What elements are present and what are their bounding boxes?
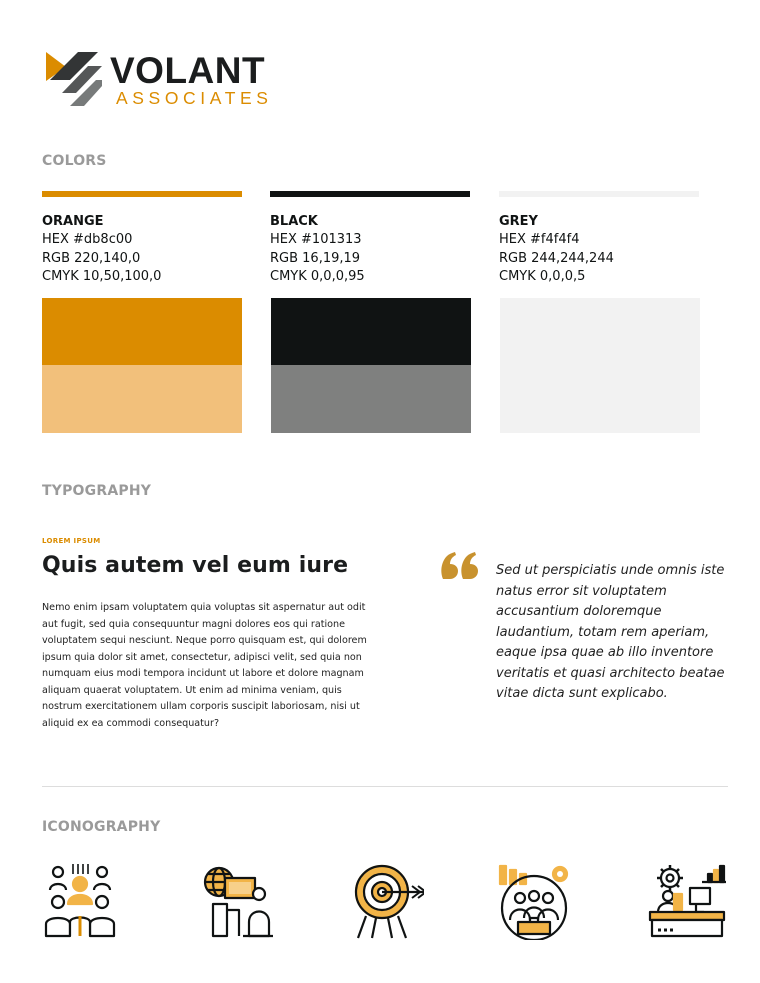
color-cmyk: CMYK 0,0,0,5 [499,269,586,284]
swatch-black-tint [271,365,471,433]
color-cmyk: CMYK 0,0,0,95 [270,269,365,284]
color-card-black [270,191,470,287]
brand-subtitle: ASSOCIATES [116,88,273,108]
color-cmyk: CMYK 10,50,100,0 [42,269,162,284]
typography-quote: Sed ut perspiciatis unde omnis iste natus error sit voluptatem accusantium doloremque laudantium, totam rem aperiam, eaque ipsa quae ab illo inventore veritatis et quasi architecto beatae vitae dicta sunt explicabo. [496,563,725,701]
color-hex: HEX #f4f4f4 [499,232,580,247]
colors-section-title: COLORS [42,153,107,169]
color-name: GREY [499,214,538,229]
swatch-black-primary [271,298,471,365]
color-bar [270,191,470,197]
typography-headline: Quis autem vel eum iure [42,553,349,578]
logo-mark-icon [44,50,102,110]
team-meeting-icon [40,860,120,940]
team-growth-icon [494,860,574,940]
global-presenter-icon [197,860,277,940]
color-rgb: RGB 220,140,0 [42,250,141,266]
color-bar [42,191,242,197]
section-divider [42,786,728,787]
typography-body-text: Nemo enim ipsam voluptatem quia voluptas sit aspernatur aut odit aut fugit, sed quia consequuntur magni dolores eos qui ratione voluptatem sequi nesciunt. Neque porro quisquam est, qui dolorem ipsum quia dolor sit amet, consectetur, adipisci velit, sed quia non numquam eius modi tempora incidunt ut labore et dolore magnam aliquam quaerat voluptatem. Ut enim ad minima veniam, quis nostrum exercitationem ullam corporis suscipit laboriosam, nisi ut aliquid ex ea commodi consequatur? [42,602,367,729]
color-name: ORANGE [42,214,104,229]
color-bar [499,191,699,197]
color-rgb: RGB 244,244,244 [499,250,614,266]
color-hex: HEX #db8c00 [42,232,133,247]
typography-eyebrow: LOREM IPSUM [42,537,101,545]
brand-name: VOLANT [110,50,266,91]
iconography-section-title: ICONOGRAPHY [42,819,161,835]
target-arrow-icon [344,860,424,940]
swatch-orange-tint [42,365,242,433]
swatch-orange-primary [42,298,242,365]
quote-mark-icon [440,552,480,580]
color-card-orange [42,191,242,287]
office-desk-icon [646,860,726,940]
swatch-grey [500,298,700,433]
typography-section-title: TYPOGRAPHY [42,483,152,499]
color-hex: HEX #101313 [270,232,362,247]
color-card-grey [499,191,699,287]
color-name: BLACK [270,214,318,229]
color-rgb: RGB 16,19,19 [270,250,361,266]
